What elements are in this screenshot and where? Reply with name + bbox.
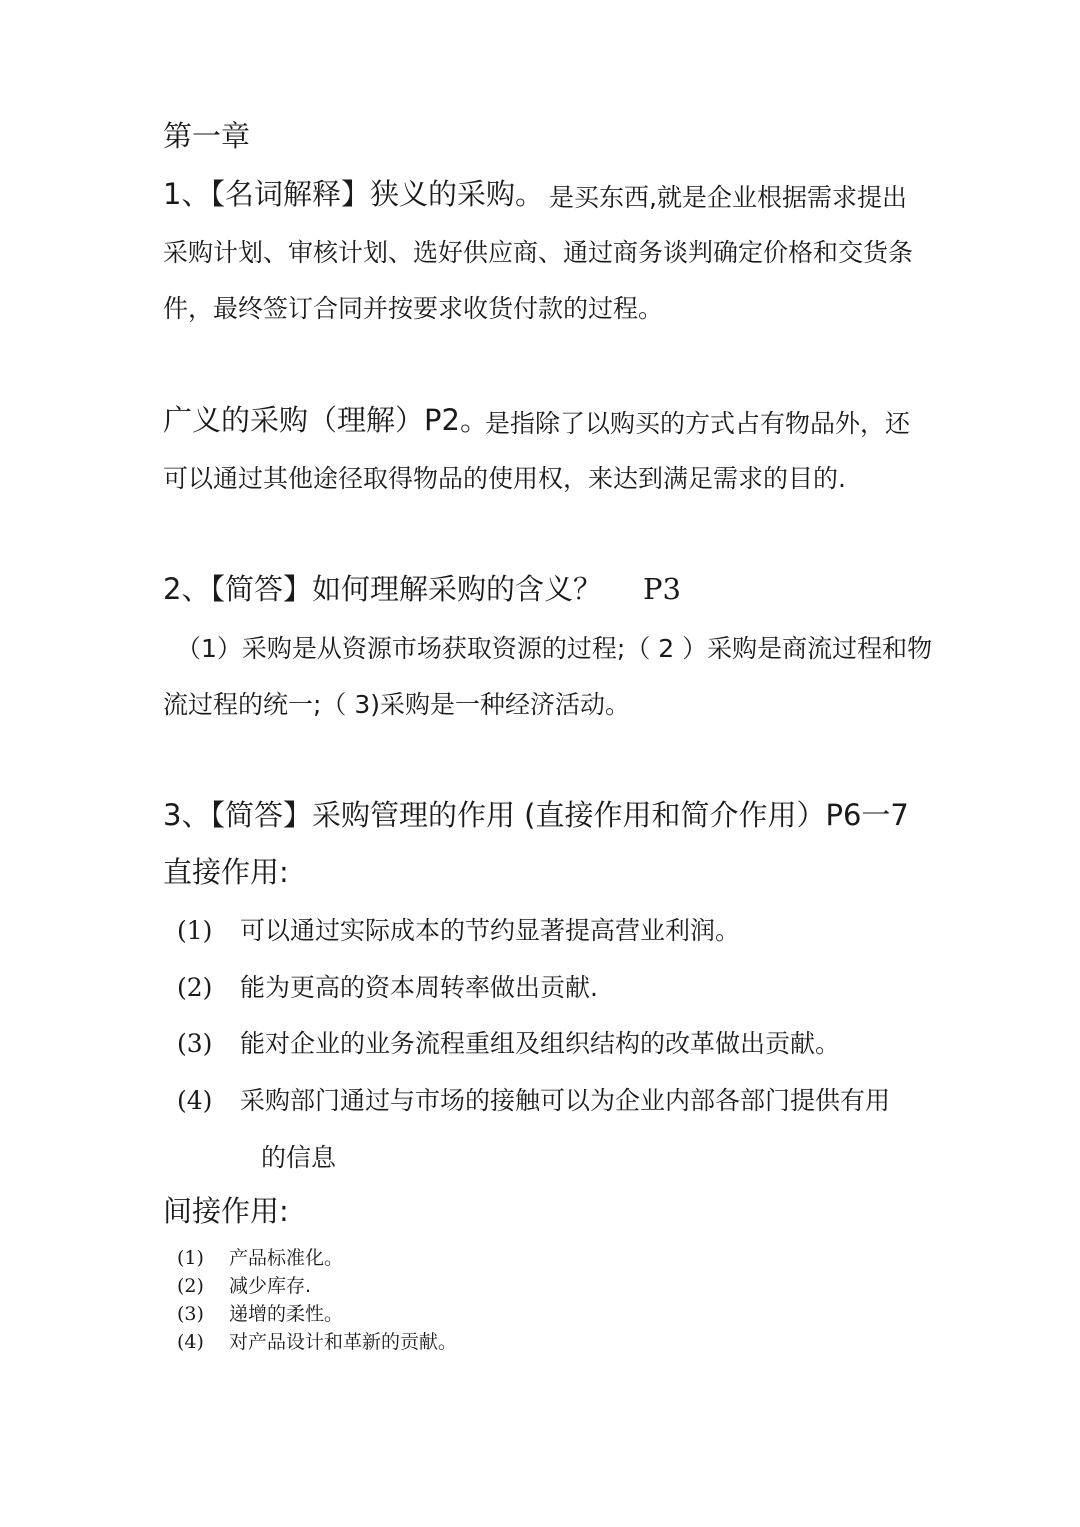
- q2-line-1: （1）采购是从资源市场获取资源的过程;（ 2 ）采购是商流过程和物: [176, 634, 933, 663]
- q1b-heading: 广义的采购（理解）P2。: [163, 403, 489, 437]
- indirect-item-2-marker: (2): [177, 1275, 204, 1297]
- q2-page-ref: P3: [643, 572, 681, 606]
- indirect-item-3-marker: (3): [177, 1303, 204, 1325]
- indirect-item-1-text: 产品标准化。: [229, 1247, 344, 1269]
- q3-indirect-label: 间接作用:: [163, 1194, 289, 1228]
- q1-heading: 1、【名词解释】狭义的采购。: [163, 177, 544, 211]
- direct-item-3-text: 能对企业的业务流程重组及组织结构的改革做出贡献。: [240, 1029, 841, 1058]
- indirect-item-2-text: 减少库存.: [229, 1275, 312, 1297]
- indirect-item-1-marker: (1): [177, 1247, 204, 1269]
- q3-heading: 3、【简答】采购管理的作用 (直接作用和简介作用）P6一7: [163, 798, 909, 832]
- q3-direct-label: 直接作用:: [163, 855, 289, 889]
- q1-line-3: 件，最终签订合同并按要求收货付款的过程。: [163, 294, 664, 323]
- q1-line-2: 采购计划、审核计划、选好供应商、通过商务谈判确定价格和交货条: [163, 238, 914, 267]
- indirect-item-4-text: 对产品设计和革新的贡献。: [229, 1331, 458, 1353]
- q1b-line-2: 可以通过其他途径取得物品的使用权，来达到满足需求的目的.: [163, 464, 846, 493]
- direct-item-2-text: 能为更高的资本周转率做出贡献.: [240, 973, 598, 1002]
- direct-item-2-marker: (2): [177, 973, 213, 1002]
- direct-item-4-text: 采购部门通过与市场的接触可以为企业内部各部门提供有用: [240, 1086, 891, 1115]
- chapter-title: 第一章: [163, 119, 251, 153]
- indirect-item-4-marker: (4): [177, 1331, 204, 1353]
- indirect-item-3-text: 递增的柔性。: [229, 1303, 344, 1325]
- q2-line-2: 流过程的统一;（ 3)采购是一种经济活动。: [163, 690, 631, 719]
- q1b-line-1: 是指除了以购买的方式占有物品外，还: [485, 409, 911, 438]
- direct-item-4-continuation: 的信息: [261, 1143, 337, 1172]
- direct-item-4-marker: (4): [177, 1086, 213, 1115]
- q1-line-1: 是买东西,就是企业根据需求提出: [549, 183, 907, 212]
- direct-item-3-marker: (3): [177, 1029, 213, 1058]
- q2-heading: 2、【简答】如何理解采购的含义？: [163, 572, 602, 606]
- direct-item-1-marker: (1): [177, 916, 213, 945]
- direct-item-1-text: 可以通过实际成本的节约显著提高营业利润。: [240, 916, 741, 945]
